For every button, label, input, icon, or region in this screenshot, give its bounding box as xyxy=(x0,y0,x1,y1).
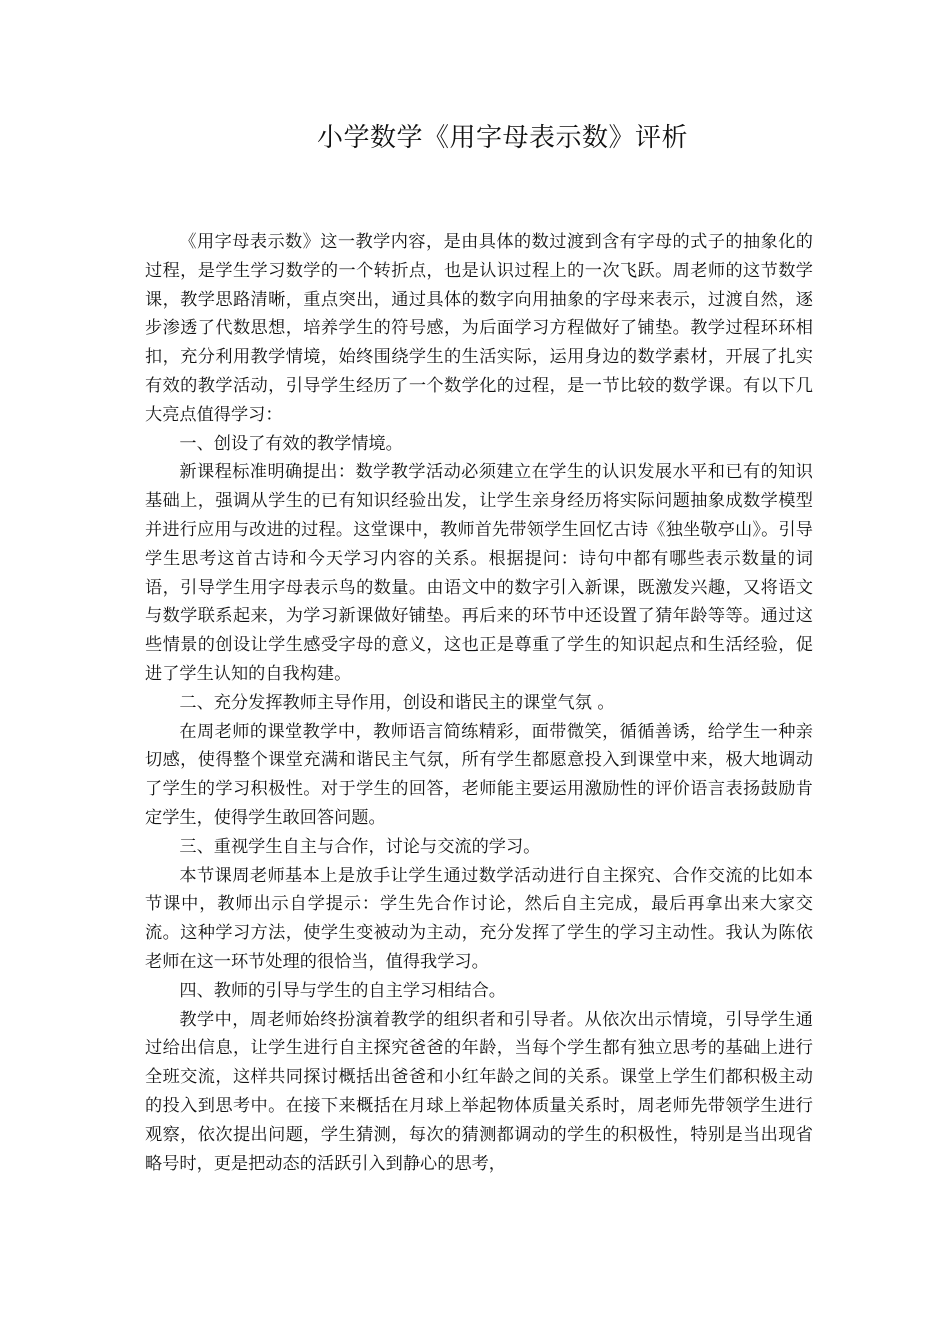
section-heading-1: 一、创设了有效的教学情境。 xyxy=(179,433,403,454)
section-heading-2: 二、充分发挥教师主导作用，创设和谐民主的课堂气氛 。 xyxy=(179,692,615,713)
section-4-paragraph: 教学中，周老师始终扮演着教学的组织者和引导者。从依次出示情境，引导学生通过给出信息，让学生进行自主探究爸爸的年龄，当每个学生都有独立思考的基础上进行全班交流，这样共同探讨概括出爸爸和小红年龄之间的关系。课堂上学生们都积极主动的投入到思考中。在接下来概括在月球上举起物体质量关系时，周老师先带领学生进行观察，依次提出问题，学生猜测，每次的猜测都调动的学生的积极性，特别是当出现省略号时，更是把动态的活跃引入到静心的思考， xyxy=(145,1009,813,1174)
section-2-paragraph: 在周老师的课堂教学中，教师语言简练精彩，面带微笑，循循善诱，给学生一种亲切感，使得整个课堂充满和谐民主气氛，所有学生都愿意投入到课堂中来，极大地调动了学生的学习积极性。对于学生的回答，老师能主要运用激励性的评价语言表扬鼓励肯定学生，使得学生敢回答问题。 xyxy=(145,721,813,828)
document-body xyxy=(145,228,813,1178)
document-title: 小学数学《用字母表示数》评析 xyxy=(316,123,688,153)
section-3-paragraph: 本节课周老师基本上是放手让学生通过数学活动进行自主探究、合作交流的比如本节课中，教师出示自学提示：学生先合作讨论，然后自主完成，最后再拿出来大家交流。这种学习方法，使学生变被动为主动，充分发挥了学生的学习主动性。我认为陈依老师在这一环节处理的很恰当，值得我学习。 xyxy=(145,865,813,972)
section-1-paragraph: 新课程标准明确提出：数学教学活动必须建立在学生的认识发展水平和已有的知识基础上，强调从学生的已有知识经验出发，让学生亲身经历将实际问题抽象成数学模型并进行应用与改进的过程。这堂课中，教师首先带领学生回忆古诗《独坐敬亭山》。引导学生思考这首古诗和今天学习内容的关系。根据提问：诗句中都有哪些表示数量的词语，引导学生用字母表示鸟的数量。由语文中的数字引入新课，既激发兴趣，又将语文与数学联系起来，为学习新课做好铺垫。再后来的环节中还设置了猜年龄等等。通过这些情景的创设让学生感受字母的意义，这也正是尊重了学生的知识起点和生活经验，促进了学生认知的自我构建。 xyxy=(145,462,813,684)
section-heading-3: 三、重视学生自主与合作，讨论与交流的学习。 xyxy=(179,836,541,857)
intro-paragraph: 《用字母表示数》这一教学内容，是由具体的数过渡到含有字母的式子的抽象化的过程，是学生学习数学的一个转折点，也是认识过程上的一次飞跃。周老师的这节数学课，教学思路清晰，重点突出，通过具体的数字向用抽象的字母来表示，过渡自然，逐步渗透了代数思想，培养学生的符号感，为后面学习方程做好了铺垫。教学过程环环相扣，充分利用教学情境，始终围绕学生的生活实际，运用身边的数学素材，开展了扎实有效的教学活动，引导学生经历了一个数学化的过程，是一节比较的数学课。有以下几大亮点值得学习： xyxy=(145,232,813,425)
section-heading-4: 四、教师的引导与学生的自主学习相结合。 xyxy=(179,980,506,1001)
